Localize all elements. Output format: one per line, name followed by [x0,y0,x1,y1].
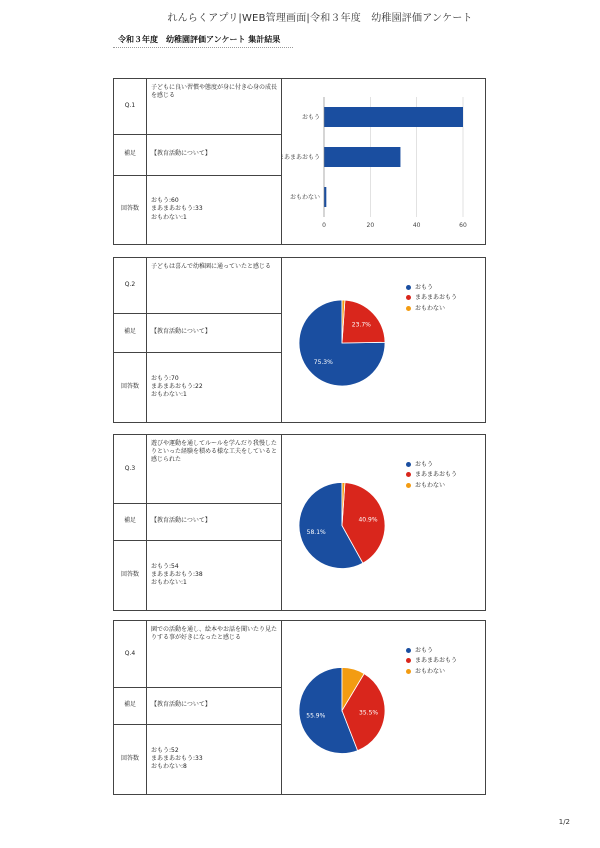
question-text: 園での活動を通し、絵本やお話を聞いたり見たりする事が好きになったと感じる [147,621,282,687]
slice-label: 35.5% [359,709,379,717]
slice-label: 58.1% [306,529,326,537]
chart-legend [406,647,458,678]
question-number: Q.4 [114,621,147,687]
responses-text [147,352,282,422]
legend-label: おもう [415,461,434,468]
supplement-text: 【教育活動について】 [147,687,282,724]
legend-item [406,305,458,313]
question-block [113,620,486,795]
legend-item [406,647,458,655]
chart-legend [406,461,458,492]
legend-swatch [406,295,411,300]
x-tick-label: 20 [366,222,375,229]
response-count: まあまあおもう:33 [151,754,203,762]
legend-label: まあまあおもう [415,294,458,302]
bar-chart [282,79,485,244]
question-text: 子どもに良い習慣や態度が身に付き心身の成長を感じる [147,79,282,134]
title-underline [113,47,293,48]
category-label: おもわない [289,194,320,201]
question-number: Q.3 [114,435,147,503]
response-count: おもう:60 [151,197,179,205]
question-number: Q.2 [114,258,147,313]
row-divider [114,313,282,314]
row-divider [114,503,282,504]
question-block [113,257,486,423]
row-divider [114,540,282,541]
supplement-label: 補足 [114,134,147,175]
x-tick-label: 60 [459,222,467,229]
supplement-text: 【教育活動について】 [147,134,282,175]
legend-swatch [406,669,411,674]
x-tick-label: 40 [412,222,421,229]
chart-area [282,258,485,422]
response-count: まあまあおもう:33 [151,205,203,213]
legend-label: おもわない [415,304,446,312]
x-tick-label: 0 [322,222,326,229]
chart-area [282,621,485,794]
legend-item [406,461,458,469]
responses-text [147,724,282,794]
legend-label: おもう [415,647,434,654]
responses-label: 回答数 [114,724,147,794]
row-divider [114,687,282,688]
supplement-text: 【教育活動について】 [147,313,282,352]
row-divider [114,352,282,353]
page-number: 1/2 [558,818,570,826]
legend-item [406,471,458,479]
legend-swatch [406,462,411,467]
responses-label: 回答数 [114,352,147,422]
response-count: おもわない:1 [151,213,187,221]
legend-item [406,284,458,292]
bar [324,107,463,127]
legend-swatch [406,483,411,488]
chart-legend [406,284,458,315]
bar [324,147,400,167]
legend-item [406,657,458,665]
category-label: まあまあおもう [282,154,320,161]
legend-swatch [406,285,411,290]
responses-label: 回答数 [114,540,147,610]
pie-chart [282,258,485,422]
supplement-text: 【教育活動について】 [147,503,282,540]
row-divider [114,175,282,176]
legend-label: まあまあおもう [415,471,458,479]
response-count: おもう:54 [151,562,179,570]
legend-item [406,294,458,302]
supplement-label: 補足 [114,503,147,540]
question-text: 子どもは喜んで幼稚園に通っていたと感じる [147,258,282,313]
row-divider [114,724,282,725]
chart-area [282,79,485,244]
response-count: まあまあおもう:22 [151,382,203,390]
responses-label: 回答数 [114,175,147,244]
legend-swatch [406,472,411,477]
response-count: おもわない:1 [151,579,187,587]
row-divider [114,134,282,135]
slice-label: 75.3% [313,359,333,367]
supplement-label: 補足 [114,313,147,352]
question-block [113,434,486,611]
response-count: おもう:70 [151,374,179,382]
slice-label: 23.7% [351,321,371,329]
supplement-label: 補足 [114,687,147,724]
legend-swatch [406,658,411,663]
legend-label: おもわない [415,481,446,489]
bar [324,187,326,207]
response-count: おもわない:8 [151,763,187,771]
question-block [113,78,486,245]
chart-area [282,435,485,610]
slice-label: 40.9% [358,516,378,524]
slice-label: 55.9% [306,712,326,720]
legend-swatch [406,306,411,311]
response-count: おもわない:1 [151,391,187,399]
legend-item [406,668,458,676]
response-count: まあまあおもう:38 [151,570,203,578]
question-number: Q.1 [114,79,147,134]
legend-swatch [406,648,411,653]
legend-item [406,482,458,490]
legend-label: おもわない [415,667,446,675]
page-title: 令和３年度 幼稚園評価アンケート 集計結果 [118,35,281,44]
responses-text [147,540,282,610]
legend-label: まあまあおもう [415,657,458,665]
response-count: おもう:52 [151,746,179,754]
category-label: おもう [301,114,320,121]
legend-label: おもう [415,284,434,291]
question-text: 遊びや運動を通してルールを学んだり我慢したりといった経験を積める様な工夫をしていると感じられた [147,435,282,503]
responses-text [147,175,282,244]
page-header: れんらくアプリ|WEB管理画面|令和３年度 幼稚園評価アンケート [167,13,473,24]
